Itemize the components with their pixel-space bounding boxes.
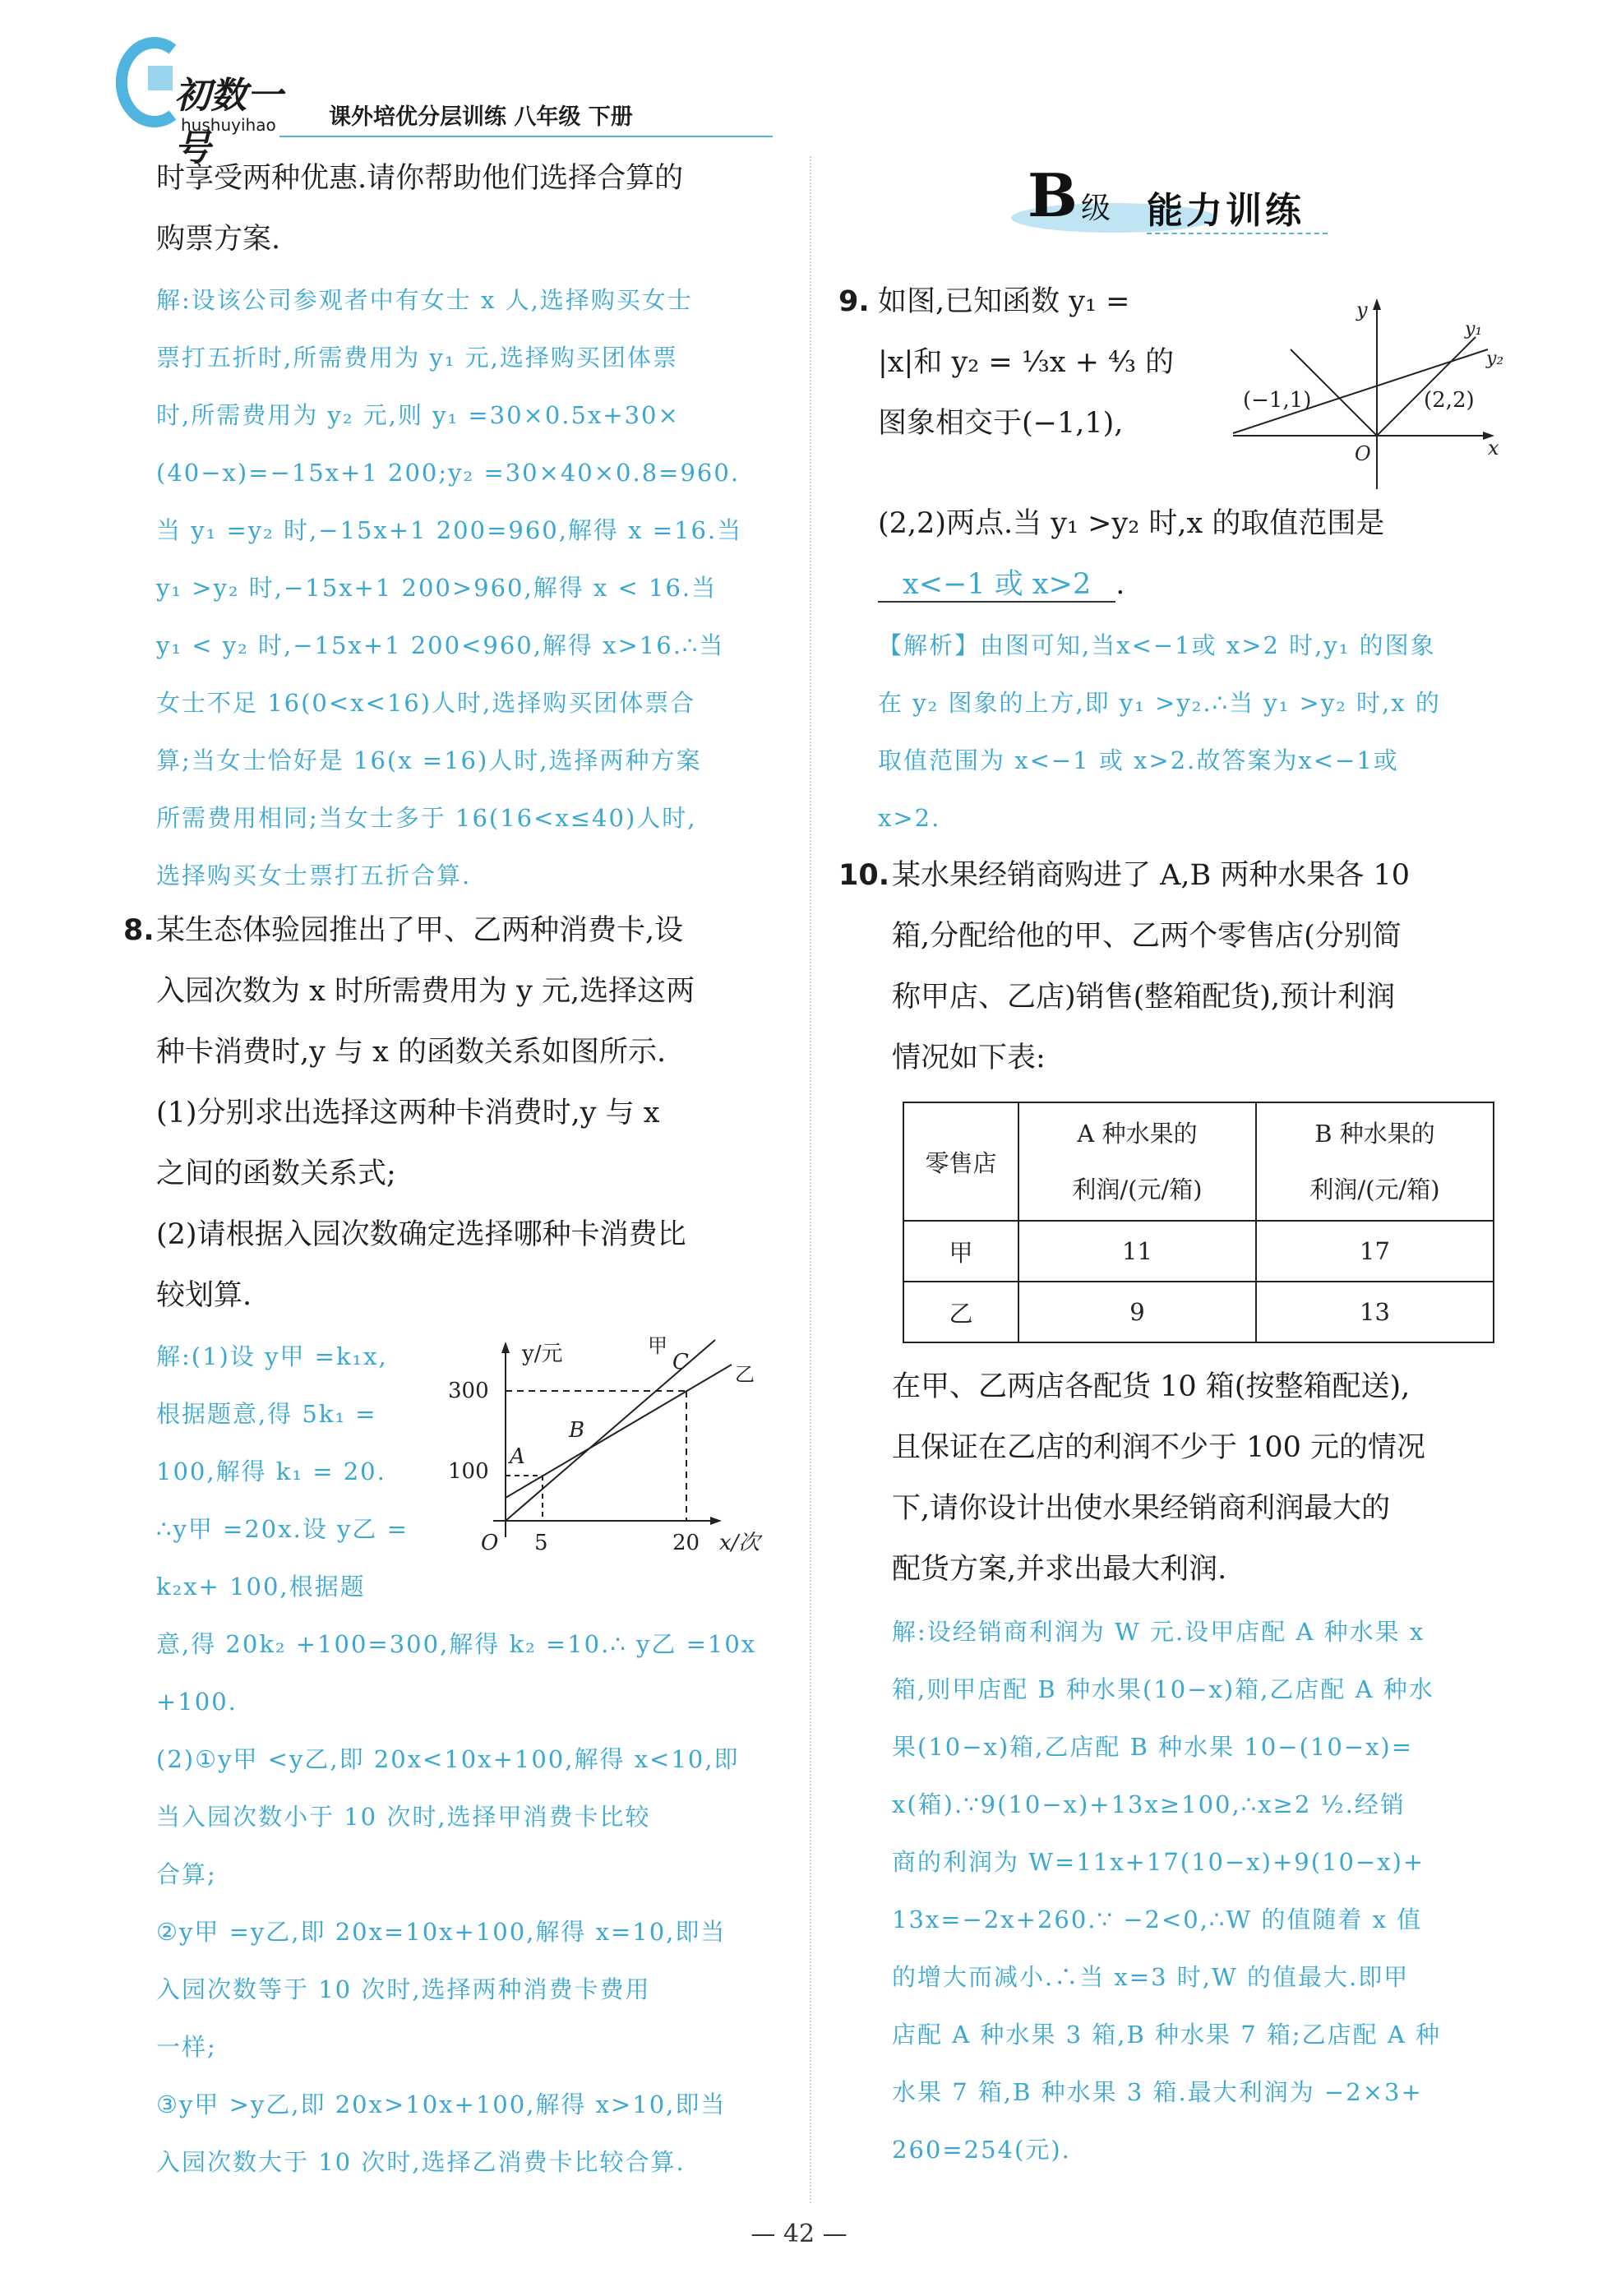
q8-x-arrow-icon [710,1517,722,1525]
q7-intro: 时享受两种优惠.请你帮助他们选择合算的 购票方案. [156,162,684,256]
section-title-underline [1147,233,1328,234]
table-corner: 零售店 [903,1102,1018,1221]
section-level: 级 [1081,192,1111,225]
q9-label-y1: y₁ [1465,319,1483,340]
q8-x-label: x/次 [719,1531,760,1555]
section-title: 能力训练 [1147,190,1305,232]
q8-point-a: A [510,1444,525,1469]
q8-point-b: B [569,1418,585,1443]
q8-question: 某生态体验园推出了甲、乙两种消费卡,设 入园次数为 x 时所需费用为 y 元,选择这两 种卡消费时,y 与 x 的函数关系如图所示. (1)分别求出选择这两种卡消费时,y 与 x 之间的函数关系式; (2)请根据入园次数确定选择哪种卡消费比 较划算. [156,914,695,1312]
table-row: 甲 11 17 [903,1221,1494,1282]
q8-solution-full: 意,得 20k₂ +100=300,解得 k₂ =10.∴ y乙 =10x +100. (2)①y甲 <y乙,即 20x<10x+100,解得 x<10,即 当入园次数小于 10 次时,选择甲消费卡比较 合算; ②y甲 =y乙,即 20x=10x+100,解得 x=10,即当 入园次数等于 10 次时,选择两种消费卡费用 一样; ③y甲 >y乙,即 20x>10x+100,解得 x>10,即当 入园次数大于 10 次时,选择乙消费卡比较合算. [156,1630,757,2176]
table-row: 乙 9 13 [903,1282,1494,1342]
q8-y-arrow-icon [501,1342,510,1353]
q10-question: 某水果经销商购进了 A,B 两种水果各 10 箱,分配给他的甲、乙两个零售店(分别简 称甲店、乙店)销售(整箱配货),预计利润 情况如下表: [892,859,1411,1074]
profit-table-wrap [903,1102,1494,1343]
table-header-a: A 种水果的 利润/(元/箱) [1018,1102,1256,1221]
q8-tick-5: 5 [534,1531,548,1555]
q8-y-label: y/元 [522,1342,563,1366]
q8-line-yi [506,1365,732,1498]
q9-origin: O [1355,442,1371,465]
q9-point-left: (−1,1) [1243,388,1312,413]
brand-pinyin: hushuyihao [181,115,276,135]
q8-label-yi: 乙 [735,1363,755,1386]
brand-name: 初数一号 [174,75,283,169]
q8-origin: O [481,1531,499,1555]
q8-label-jia: 甲 [648,1334,667,1357]
q9-y-arrow-icon [1373,298,1381,310]
section-letter: B [1028,160,1078,230]
q9-point-right: (2,2) [1424,388,1475,413]
q8-graph [444,1332,797,1562]
table-header-b: B 种水果的 利润/(元/箱) [1256,1102,1494,1221]
q9-question-end: (2,2)两点.当 y₁ >y₂ 时,x 的取值范围是 x<−1 或 x>2 . [878,507,1385,601]
header-underline [279,136,773,137]
q9-y-label: y [1356,298,1368,321]
q8-tick-300: 300 [448,1379,489,1403]
q8-tick-100: 100 [448,1459,489,1484]
q9-answer-blank: x<−1 或 x>2 [878,568,1115,603]
q8-solution-side: 解:(1)设 y甲 =k₁x, 根据题意,得 5k₁ = 100,解得 k₁ = 20. ∴y甲 =20x.设 y乙 = k₂x+ 100,根据题 [156,1342,409,1601]
page-number: — 42 — [751,2220,847,2248]
profit-table [903,1102,1494,1343]
series-title: 课外培优分层训练 八年级 下册 [329,104,633,130]
q10-question-cont: 在甲、乙两店各配货 10 箱(按整箱配送), 且保证在乙店的利润不少于 100 元的情况 下,请你设计出使水果经销商利润最大的 配货方案,并求出最大利润. [892,1370,1426,1586]
column-divider [810,156,811,2203]
q9-number: 9. [838,285,870,318]
q8-number: 8. [123,914,155,947]
header-logo [115,33,312,169]
q7-solution: 解:设该公司参观者中有女士 x 人,选择购买女士 票打五折时,所需费用为 y₁ 元,选择购买团体票 时,所需费用为 y₂ 元,则 y₁ =30×0.5x+30× (40−x)=−15x+1 200;y₂ =30×40×0.8=960. 当 y₁ =y₂ 时,−15x+1 200=960,解得 x =16.当 y₁ >y₂ 时,−15x+1 200>960,解得 x < 16.当 y₁ < y₂ 时,−15x+1 200<960,解得 x>16.∴当 女士不足 16(0<x<16)人时,选择购买团体票合 算;当女士恰好是 16(x =16)人时,选择两种方案 所需费用相同;当女士多于 16(16<x≤40)人时, 选择购买女士票打五折合算. [156,286,743,889]
q9-line-y1 [1291,337,1476,436]
q9-analysis: 【解析】由图可知,当x<−1或 x>2 时,y₁ 的图象 在 y₂ 图象的上方,即 y₁ >y₂.∴当 y₁ >y₂ 时,x 的 取值范围为 x<−1 或 x>2.故答案为x<−1或 x>2. [878,631,1441,832]
section-b-banner [1007,160,1336,243]
q10-number: 10. [838,859,890,892]
q10-solution: 解:设经销商利润为 W 元.设甲店配 A 种水果 x 箱,则甲店配 B 种水果(10−x)箱,乙店配 A 种水 果(10−x)箱,乙店配 B 种水果 10−(10−x)= x(箱).∵9(10−x)+13x≥100,∴x≥2 ½.经销 商的利润为 W=11x+17(10−x)+9(10−x)+ 13x=−2x+260.∵ −2<0,∴W 的值随着 x 值 的增大而减小.∴当 x=3 时,W 的值最大.即甲 店配 A 种水果 3 箱,B 种水果 7 箱;乙店配 A 种 水果 7 箱,B 种水果 3 箱.最大利润为 −2×3+ 260=254(元). [892,1618,1442,2164]
q8-point-c: C [672,1350,689,1374]
q9-question: 如图,已知函数 y₁ = |x|和 y₂ = ⅓x + ⁴⁄₃ 的 图象相交于(−1,1), [878,285,1175,440]
q9-graph [1225,292,1521,497]
q9-label-y2: y₂ [1486,349,1504,369]
q8-tick-20: 20 [672,1531,700,1555]
q9-x-label: x [1488,437,1499,460]
